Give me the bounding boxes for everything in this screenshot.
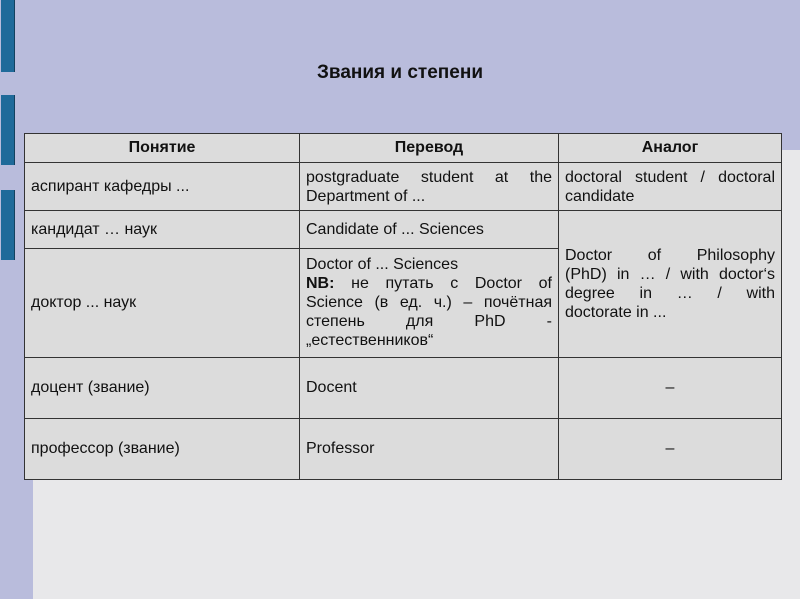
- decorative-bar: [1, 95, 15, 165]
- nb-text: не путать с Doctor of: [334, 275, 552, 293]
- line: Doctor of Philosophy: [565, 246, 775, 264]
- cell-translation: Candidate of ... Sciences: [300, 211, 559, 249]
- table-row: [25, 418, 782, 479]
- line: степень для PhD -: [306, 313, 552, 331]
- cell-analog: –: [559, 418, 782, 479]
- cell-translation: [300, 249, 559, 357]
- line: candidate: [565, 187, 635, 205]
- header-analog: Аналог: [559, 134, 782, 163]
- table-row: [25, 211, 782, 249]
- line: Science (в ед. ч.) – почётная: [306, 294, 552, 312]
- line: postgraduate student at the: [306, 168, 552, 186]
- cell-concept: кандидат … наук: [25, 211, 300, 249]
- header-concept: Понятие: [25, 134, 300, 163]
- table-header-row: [25, 134, 782, 163]
- cell-concept: профессор (звание): [25, 418, 300, 479]
- cell-concept: аспирант кафедры ...: [25, 163, 300, 211]
- nb-line: [306, 274, 552, 293]
- titles-degrees-table: [24, 133, 782, 480]
- line: (PhD) in … / with doctor‘s: [565, 265, 775, 283]
- line: Department of ...: [306, 187, 426, 205]
- cell-concept: доцент (звание): [25, 357, 300, 418]
- cell-analog-merged: [559, 211, 782, 357]
- line: Doctor of ... Sciences: [306, 256, 459, 274]
- cell-analog: –: [559, 357, 782, 418]
- table-row: [25, 357, 782, 418]
- slide-title: Звания и степени: [316, 62, 484, 83]
- nb-label: NB:: [306, 275, 335, 293]
- cell-concept: доктор ... наук: [25, 249, 300, 357]
- line: doctoral student / doctoral: [565, 168, 775, 186]
- header-translation: Перевод: [300, 134, 559, 163]
- cell-translation: Docent: [300, 357, 559, 418]
- table-row: [25, 163, 782, 211]
- cell-translation: Professor: [300, 418, 559, 479]
- line: degree in … / with: [565, 284, 775, 302]
- cell-analog: [559, 163, 782, 211]
- line: doctorate in ...: [565, 303, 667, 321]
- cell-translation: [300, 163, 559, 211]
- line: „естественников“: [306, 332, 434, 350]
- decorative-bar: [1, 190, 15, 260]
